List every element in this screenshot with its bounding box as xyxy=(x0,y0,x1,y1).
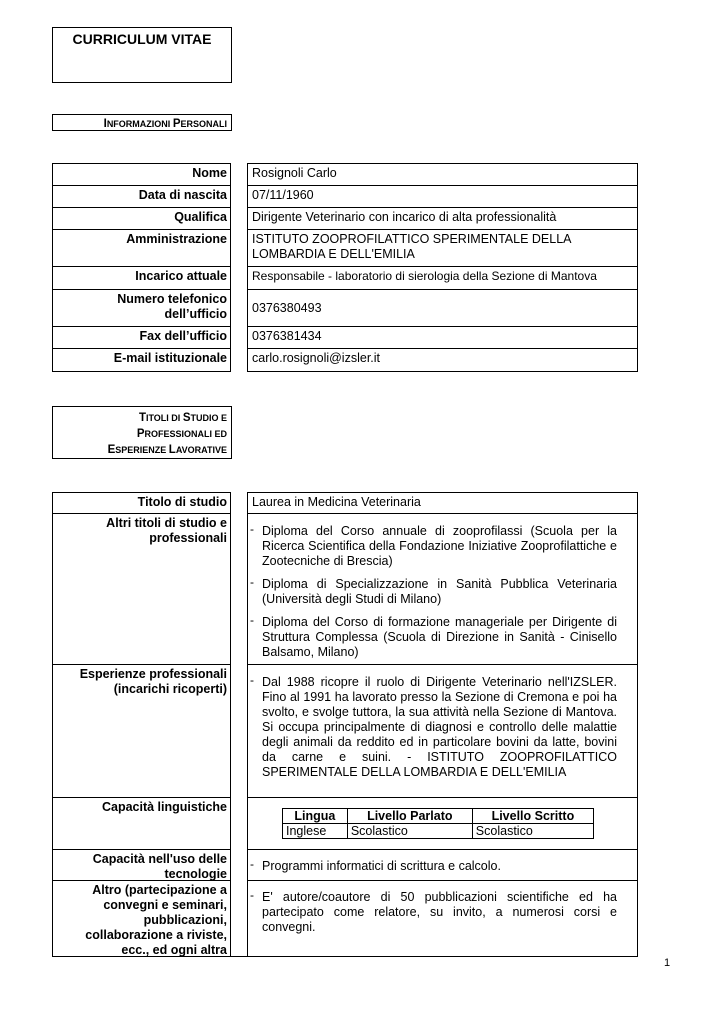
esperienze-text: Dal 1988 ricopre il ruolo di Dirigente Veterinario nell'IZSLER. Fino al 1991 ha lavorato presso la Sezione di Cremona e poi ha svolto, e svolge tuttora, la sua attività nella Sezione di Mantova. Si occupa principalmente di diagnosi e controllo delle malattie degli animali da reddito ed in particolare bovini da latte, bovini da carne e suini. - ISTITUTO ZOOPROFILATTICO SPERIMENTALE DELLA LOMBARDIA E DELL'EMILIA xyxy=(262,675,617,779)
label-nome: Nome xyxy=(52,163,231,186)
header-line-1 xyxy=(57,410,227,426)
list-item: - Diploma di Specializzazione in Sanità Pubblica Veterinaria (Università degli Studi di Milano) xyxy=(250,575,617,606)
label-esperienze: Esperienze professionali (incarichi ricoperti) xyxy=(52,664,231,798)
table-header-row xyxy=(283,809,594,824)
value-titolo-studio: Laurea in Medicina Veterinaria xyxy=(247,492,638,514)
list-item-text: Diploma di Specializzazione in Sanità Pubblica Veterinaria (Università degli Studi di Milano) xyxy=(262,577,617,606)
list-item-text: Diploma del Corso di formazione manageriale per Dirigente di Struttura Complessa (Scuola di Direzione in Sanità - Cinisello Balsamo, Milano) xyxy=(262,615,617,659)
label-fax: Fax dell’ufficio xyxy=(52,326,231,349)
list-item-text: Diploma del Corso annuale di zooprofilassi (Scuola per la Ricerca Scientifica della Fondazione Iniziative Zooprofilattiche e Zootecniche di Brescia) xyxy=(262,524,617,568)
label-data-nascita: Data di nascita xyxy=(52,185,231,208)
page-footer-rule xyxy=(52,956,638,957)
header-text: NFORMAZIONI xyxy=(106,119,173,129)
column-header: Livello Parlato xyxy=(347,809,472,824)
header-cap: E xyxy=(107,444,116,456)
column-header: Lingua xyxy=(283,809,348,824)
altro-text: E' autore/coautore di 50 pubblicazioni scientifiche ed ha partecipato come relatore, su invito, a numerosi corsi e convegni. xyxy=(262,890,617,934)
header-cap: T xyxy=(138,412,146,424)
header-line-3 xyxy=(57,442,227,458)
label-tecnologie: Capacità nell'uso delle tecnologie xyxy=(52,849,231,881)
section-header-titles xyxy=(52,406,232,459)
language-table xyxy=(282,808,594,840)
header-cap: L xyxy=(168,444,176,456)
list-item: - Diploma del Corso annuale di zooprofilassi (Scuola per la Ricerca Scientifica della Fondazione Iniziative Zooprofilattiche e Zootecniche di Brescia) xyxy=(250,522,617,568)
header-cap: P xyxy=(136,428,145,440)
list-item: - Dal 1988 ricopre il ruolo di Dirigente Veterinario nell'IZSLER. Fino al 1991 ha lavorato presso la Sezione di Cremona e poi ha svolto, e svolge tuttora, la sua attività nella Sezione di Mantova. Si occupa principalmente di diagnosi e controllo delle malattie degli animali da reddito ed in particolare bovini da latte, bovini da carne e suini. - ISTITUTO ZOOPROFILATTICO SPERIMENTALE DELLA LOMBARDIA E DELL'EMILIA xyxy=(250,673,617,779)
header-text: AVORATIVE xyxy=(175,445,227,455)
table-cell: Scolastico xyxy=(472,824,593,839)
header-cap: P xyxy=(172,118,181,130)
value-qualifica: Dirigente Veterinario con incarico di alta professionalità xyxy=(247,207,638,230)
table-cell: Scolastico xyxy=(347,824,472,839)
tecnologie-block xyxy=(247,849,638,881)
list-item: - Diploma del Corso di formazione manageriale per Dirigente di Struttura Complessa (Scuola di Direzione in Sanità - Cinisello Balsamo, Milano) xyxy=(250,613,617,659)
label-altro: Altro (partecipazione a convegni e seminari, pubblicazioni, collaborazione a riviste, ecc., ed ogni altra xyxy=(52,880,231,957)
label-incarico: Incarico attuale xyxy=(52,266,231,290)
header-text: ERSONALI xyxy=(180,119,227,129)
document-title: CURRICULUM VITAE xyxy=(72,31,212,47)
header-text: ROFESSIONALI ED xyxy=(144,429,227,439)
label-email: E-mail istituzionale xyxy=(52,348,231,372)
value-nome: Rosignoli Carlo xyxy=(247,163,638,186)
altro-block xyxy=(247,880,638,957)
label-telefono: Numero telefonico dell’ufficio xyxy=(52,289,231,327)
header-text: SPERIENZE xyxy=(115,445,169,455)
value-fax: 0376381434 xyxy=(247,326,638,349)
list-item: - Programmi informatici di scrittura e calcolo. xyxy=(250,857,501,873)
section-header-personal xyxy=(52,114,232,131)
header-text: ITOLI DI xyxy=(145,413,183,423)
label-titolo-studio: Titolo di studio xyxy=(52,492,231,514)
label-lingue: Capacità linguistiche xyxy=(52,797,231,850)
label-qualifica: Qualifica xyxy=(52,207,231,230)
page-number: 1 xyxy=(664,957,671,969)
header-text: TUDIO E xyxy=(190,413,227,423)
esperienze-block xyxy=(247,664,638,798)
header-cap: S xyxy=(182,412,191,424)
value-telefono: 0376380493 xyxy=(247,289,638,327)
altri-titoli-list xyxy=(247,513,638,665)
table-row xyxy=(283,824,594,839)
value-email: carlo.rosignoli@izsler.it xyxy=(247,348,638,372)
header-cap: I xyxy=(103,118,107,130)
table-cell: Inglese xyxy=(283,824,348,839)
label-amministrazione: Amministrazione xyxy=(52,229,231,267)
list-item: - E' autore/coautore di 50 pubblicazioni scientifiche ed ha partecipato come relatore, su invito, a numerosi corsi e convegni. xyxy=(250,888,617,934)
tecnologie-text: Programmi informatici di scrittura e calcolo. xyxy=(262,859,501,873)
cv-title-box xyxy=(52,27,232,83)
value-data-nascita: 07/11/1960 xyxy=(247,185,638,208)
value-amministrazione: ISTITUTO ZOOPROFILATTICO SPERIMENTALE DELLA LOMBARDIA E DELL'EMILIA xyxy=(247,229,638,267)
label-altri-titoli: Altri titoli di studio e professionali xyxy=(52,513,231,665)
column-header: Livello Scritto xyxy=(472,809,593,824)
header-line-2 xyxy=(57,426,227,442)
value-incarico: Responsabile - laboratorio di sierologia della Sezione di Mantova xyxy=(247,266,638,290)
